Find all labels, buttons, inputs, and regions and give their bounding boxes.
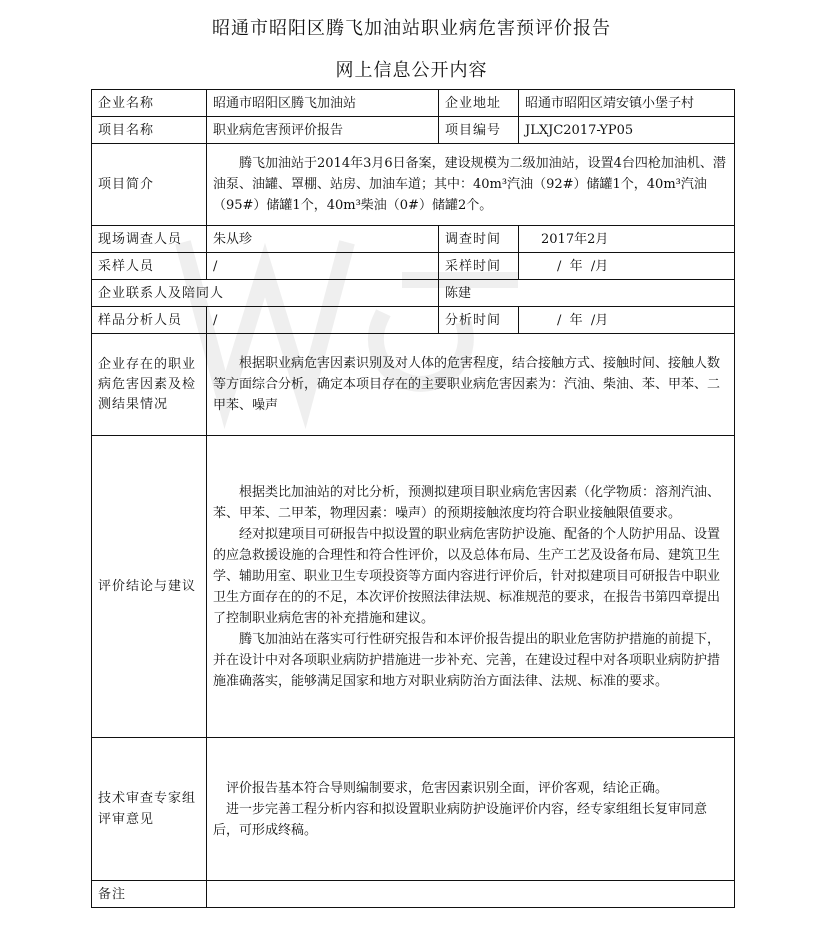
table-row bbox=[92, 117, 735, 144]
survey-staff-label: 现场调查人员 bbox=[92, 226, 207, 253]
report-title: 昭通市昭阳区腾飞加油站职业病危害预评价报告 bbox=[212, 18, 611, 39]
table-row bbox=[92, 144, 735, 226]
hazard-cell bbox=[207, 334, 735, 436]
company-name-value: 昭通市昭阳区腾飞加油站 bbox=[207, 90, 439, 117]
conclusion-label: 评价结论与建议 bbox=[92, 436, 207, 738]
sampling-time-label: 采样时间 bbox=[439, 253, 519, 280]
sampling-staff-label: 采样人员 bbox=[92, 253, 207, 280]
analysis-time-value: / 年 /月 bbox=[519, 307, 735, 334]
conclusion-paragraph: 腾飞加油站在落实可行性研究报告和本评价报告提出的职业危害防护措施的前提下，并在设计中对各项职业病防护措施进一步补充、完善，在建设过程中对各项职业病防护措施准确落实，能够满足国家和地方对职业病防治方面法律、法规、标准的要求。 bbox=[213, 631, 721, 689]
company-address-label: 企业地址 bbox=[439, 90, 519, 117]
company-name-label: 企业名称 bbox=[92, 90, 207, 117]
project-name-value: 职业病危害预评价报告 bbox=[207, 117, 439, 144]
survey-staff-value: 朱从珍 bbox=[207, 226, 439, 253]
contact-label: 企业联系人及陪同人 bbox=[92, 280, 439, 307]
conclusion-paragraph: 根据类比加油站的对比分析，预测拟建项目职业病危害因素（化学物质：溶剂汽油、苯、甲苯、二甲苯，物理因素：噪声）的预期接触浓度均符合职业接触限值要求。 bbox=[213, 484, 721, 521]
review-cell bbox=[207, 738, 735, 881]
review-paragraph: 评价报告基本符合导则编制要求，危害因素识别全面，评价客观，结论正确。 bbox=[226, 780, 669, 796]
analysis-time-label: 分析时间 bbox=[439, 307, 519, 334]
project-no-label: 项目编号 bbox=[439, 117, 519, 144]
project-name-label: 项目名称 bbox=[92, 117, 207, 144]
analysis-staff-value: / bbox=[207, 307, 439, 334]
table-row bbox=[92, 307, 735, 334]
project-no-value: JLXJC2017-YP05 bbox=[519, 117, 735, 144]
table-row bbox=[92, 738, 735, 881]
review-paragraph: 进一步完善工程分析内容和拟设置职业病防护设施评价内容，经专家组组长复审同意后，可形成终稿。 bbox=[213, 801, 708, 838]
table-row bbox=[92, 253, 735, 280]
conclusion-paragraph: 经对拟建项目可研报告中拟设置的职业病危害防护设施、配备的个人防护用品、设置的应急救援设施的合理性和符合性评价，以及总体布局、生产工艺及设备布局、建筑卫生学、辅助用室、职业卫生专项投资等方面内容进行评价后，针对拟建项目可研报告中职业卫生方面存在的的不足，本次评价按照法律法规、标准规范的要求，在报告书第四章提出了控制职业病危害的补充措施和建议。 bbox=[213, 526, 721, 626]
analysis-staff-label: 样品分析人员 bbox=[92, 307, 207, 334]
hazard-label: 企业存在的职业病危害因素及检测结果情况 bbox=[92, 334, 207, 436]
sampling-staff-value: / bbox=[207, 253, 439, 280]
survey-time-label: 调查时间 bbox=[439, 226, 519, 253]
contact-value: 陈建 bbox=[439, 280, 735, 307]
sampling-time-value: / 年 /月 bbox=[519, 253, 735, 280]
company-address-value: 昭通市昭阳区靖安镇小堡子村 bbox=[519, 90, 735, 117]
project-intro-label: 项目简介 bbox=[92, 144, 207, 226]
disclosure-table bbox=[91, 89, 735, 908]
table-row bbox=[92, 280, 735, 307]
project-intro-value: 腾飞加油站于2014年3月6日备案，建设规模为二级加油站，设置4台四枪加油机、潜油泵、油罐、罩棚、站房、加油车道；其中：40m³汽油（92#）储罐1个，40m³汽油（95#）储罐1个，40m³柴油（0#）储罐2个。 bbox=[207, 144, 735, 226]
remark-label: 备注 bbox=[92, 881, 207, 908]
survey-time-value: 2017年2月 bbox=[519, 226, 735, 253]
conclusion-cell bbox=[207, 436, 735, 738]
table-row bbox=[92, 226, 735, 253]
table-row bbox=[92, 90, 735, 117]
report-subtitle: 网上信息公开内容 bbox=[335, 60, 488, 81]
table-row bbox=[92, 881, 735, 908]
table-row bbox=[92, 436, 735, 738]
remark-value bbox=[207, 881, 735, 908]
hazard-text: 根据职业病危害因素识别及对人体的危害程度，结合接触方式、接触时间、接触人数等方面综合分析，确定本项目存在的主要职业病危害因素为：汽油、柴油、苯、甲苯、二甲苯、噪声 bbox=[213, 356, 721, 413]
review-label: 技术审查专家组评审意见 bbox=[92, 738, 207, 881]
table-row bbox=[92, 334, 735, 436]
